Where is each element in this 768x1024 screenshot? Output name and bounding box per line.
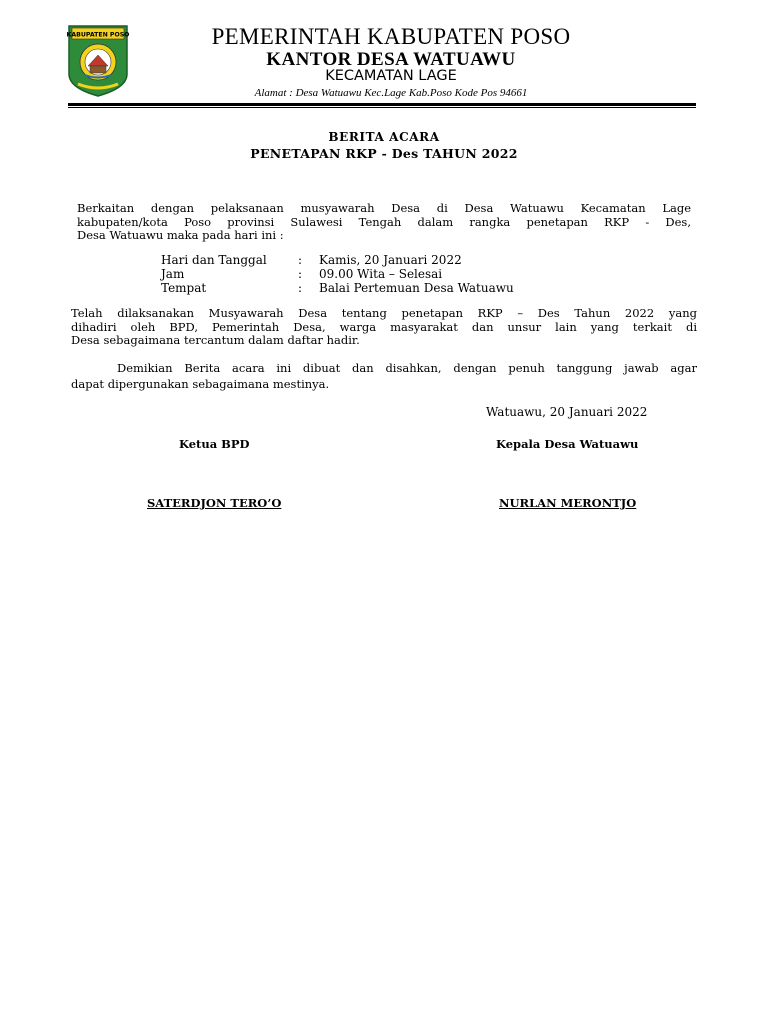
detail-row-place	[161, 281, 661, 295]
detail-colon: :	[298, 267, 303, 281]
header-address: Alamat : Desa Watuawu Kec.Lage Kab.Poso Kode Pos 94661	[254, 87, 528, 99]
intro-line: Berkaitan dengan pelaksanaan musyawarah Desa di Desa Watuawu Kecamatan Lage	[77, 201, 691, 215]
detail-label: Hari dan Tanggal	[161, 253, 267, 267]
intro-line: Desa Watuawu maka pada hari ini :	[77, 228, 284, 242]
body-line: dihadiri oleh BPD, Pemerintah Desa, warga masyarakat dan unsur lain yang terkait di	[71, 319, 697, 334]
body-line: Desa sebagaimana tercantum dalam daftar hadir.	[71, 333, 360, 347]
letterhead-rule-thin	[68, 107, 696, 108]
intro-paragraph	[77, 202, 691, 243]
detail-row-time	[161, 267, 661, 281]
signatory-name-right: NURLAN MERONTJO	[499, 496, 637, 510]
signature-title-left: Ketua BPD	[179, 437, 250, 451]
document-title: BERITA ACARA	[328, 130, 440, 144]
emblem-lettering: KABUPATEN POSO	[66, 31, 130, 39]
signatory-name-left: SATERDJON TERO’O	[147, 496, 282, 510]
header-government-name: PEMERINTAH KABUPATEN POSO	[211, 24, 571, 49]
header-district-name: KECAMATAN LAGE	[325, 68, 457, 84]
detail-value: 09.00 Wita – Selesai	[319, 267, 443, 281]
closing-line: Demikian Berita acara ini dibuat dan disahkan, dengan penuh tanggung jawab agar	[117, 361, 697, 375]
detail-row-date	[161, 253, 661, 267]
closing-line: dapat dipergunakan sebagaimana mestinya.	[71, 377, 330, 391]
intro-line: kabupaten/kota Poso provinsi Sulawesi Tengah dalam rangka penetapan RKP - Des,	[77, 214, 691, 229]
body-line: Telah dilaksanakan Musyawarah Desa tentang penetapan RKP – Des Tahun 2022 yang	[71, 306, 697, 320]
detail-colon: :	[298, 253, 303, 267]
emblem-shield-icon	[66, 22, 130, 98]
place-and-date: Watuawu, 20 Januari 2022	[486, 405, 648, 419]
detail-label: Tempat	[161, 281, 207, 295]
closing-line-first	[71, 360, 697, 376]
detail-colon: :	[298, 281, 303, 295]
signature-title-right: Kepala Desa Watuawu	[496, 437, 639, 451]
body-paragraph	[71, 307, 697, 348]
header-office-name: KANTOR DESA WATUAWU	[266, 49, 516, 70]
detail-value: Kamis, 20 Januari 2022	[319, 253, 462, 267]
letterhead-rule-thick	[68, 103, 696, 106]
closing-paragraph	[71, 360, 697, 392]
detail-label: Jam	[161, 267, 185, 281]
detail-value: Balai Pertemuan Desa Watuawu	[319, 281, 514, 295]
kabupaten-poso-emblem	[66, 22, 130, 98]
document-subtitle: PENETAPAN RKP - Des TAHUN 2022	[250, 146, 518, 161]
